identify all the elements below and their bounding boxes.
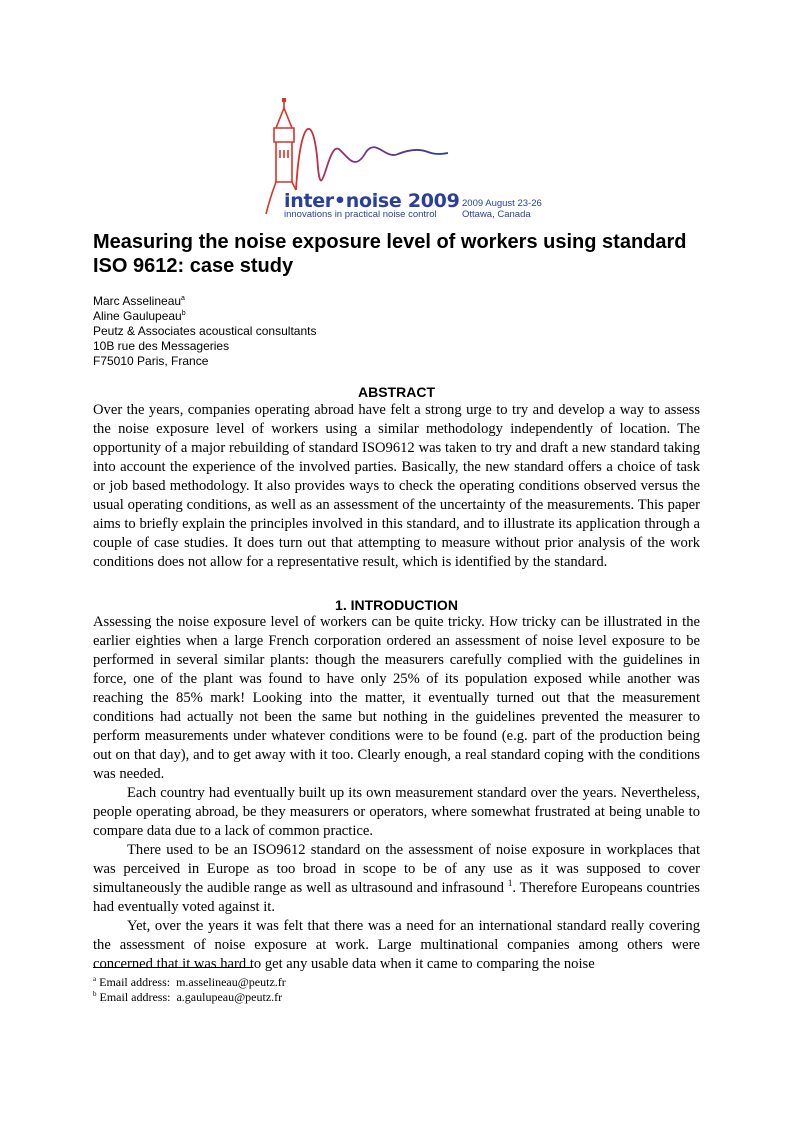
email-link[interactable]: a.gaulupeau@peutz.fr [176,990,283,1004]
footnote-divider [93,967,253,968]
introduction-body [93,613,700,974]
email-link[interactable]: m.asselineau@peutz.fr [176,975,286,989]
intro-paragraph-1: Assessing the noise exposure level of workers can be quite tricky. How tricky can be illustrated in the earlier eighties when a large French corporation ordered an assessment of noise level exposure to be performed in several similar plants: though the measurers carefully complied with the guidelines in force, one of the plant was found to have only 25% of its population exposed while another was reaching the 85% mark! Looking into the matter, it eventually turned out that the measurement conditions had actually not been the same but nothing in the guidelines prevented the measurer to perform measurements under whatever conditions were to be found (e.g. part of the production being out on that day), and to get away with it too. Clearly enough, a real standard coping with the conditions was needed. [93,614,700,782]
author-line [93,309,316,324]
footnotes [93,975,286,1005]
author-footnote-mark: b [181,310,186,317]
intro-paragraph-4: Yet, over the years it was felt that there was a need for an international standard really covering the assessment of noise exposure at work. Large multinational companies among others were concerned that it was hard to get any usable data when it came to comparing the noise [93,918,700,972]
author-block [93,294,316,369]
reference-mark: 1 [507,878,513,888]
footnote [93,990,286,1005]
footnote [93,975,286,990]
conference-place: Ottawa, Canada [462,209,531,220]
abstract-body [93,401,700,572]
affiliation-line: 10B rue des Messageries [93,339,230,353]
intro-paragraph-3 [93,841,700,917]
abstract-paragraph: Over the years, companies operating abroad have felt a strong urge to try and develop a way to assess the noise exposure level of workers using a similar methodology independently of location. The opportunity of a major rebuilding of standard ISO9612 was taken to try and draft a new standard taking into account the experience of the involved parties. Basically, the new standard offers a choice of task or job based methodology. It also provides ways to check the operating conditions observed versus the usual operating conditions, as well as an assessment of the uncertainty of the measurements. This paper aims to briefly explain the principles involved in this standard, and to illustrate its application through a couple of case studies. It does turn out that attempting to measure without prior analysis of the work conditions does not allow for a representative result, which is identified by the standard. [93,402,700,570]
author-line [93,294,316,309]
conference-tagline: innovations in practical noise control [284,209,437,220]
footnote-label: Email address: [99,990,171,1004]
conference-logo-title: inter•noise 2009 [284,190,460,212]
intro-paragraph-2: Each country had eventually built up its own measurement standard over the years. Nevertheless, people operating abroad, be they measurers or operators, where somewhat frustrated at being unable to compare data due to a lack of common practice. [93,785,700,839]
author-name: Aline Gaulupeau [93,309,182,323]
author-footnote-mark: a [181,295,185,302]
author-name: Marc Asselineau [93,294,182,308]
intro-paragraph-3-text-end: . Therefore Europeans countries had eventually voted against it. [93,880,700,915]
affiliation-line: Peutz & Associates acoustical consultants [93,324,317,338]
footnote-label: Email address: [99,975,171,989]
intro-paragraph-3-text: There used to be an ISO9612 standard on the assessment of noise exposure in workplaces that was perceived in Europe as too broad in scope to be of any use as it was supposed to cover simultaneously the audible range as well as ultrasound and infrasound [93,842,700,896]
introduction-heading: 1. INTRODUCTION [335,597,458,613]
footnote-mark: b [93,990,97,998]
paper-title: Measuring the noise exposure level of workers using standard ISO 9612: case study [93,231,687,277]
affiliation-line: F75010 Paris, France [93,354,209,368]
footnote-mark: a [93,975,97,983]
conference-date: 2009 August 23-26 [462,198,542,209]
conference-logo [262,98,552,222]
abstract-heading: ABSTRACT [358,384,435,400]
